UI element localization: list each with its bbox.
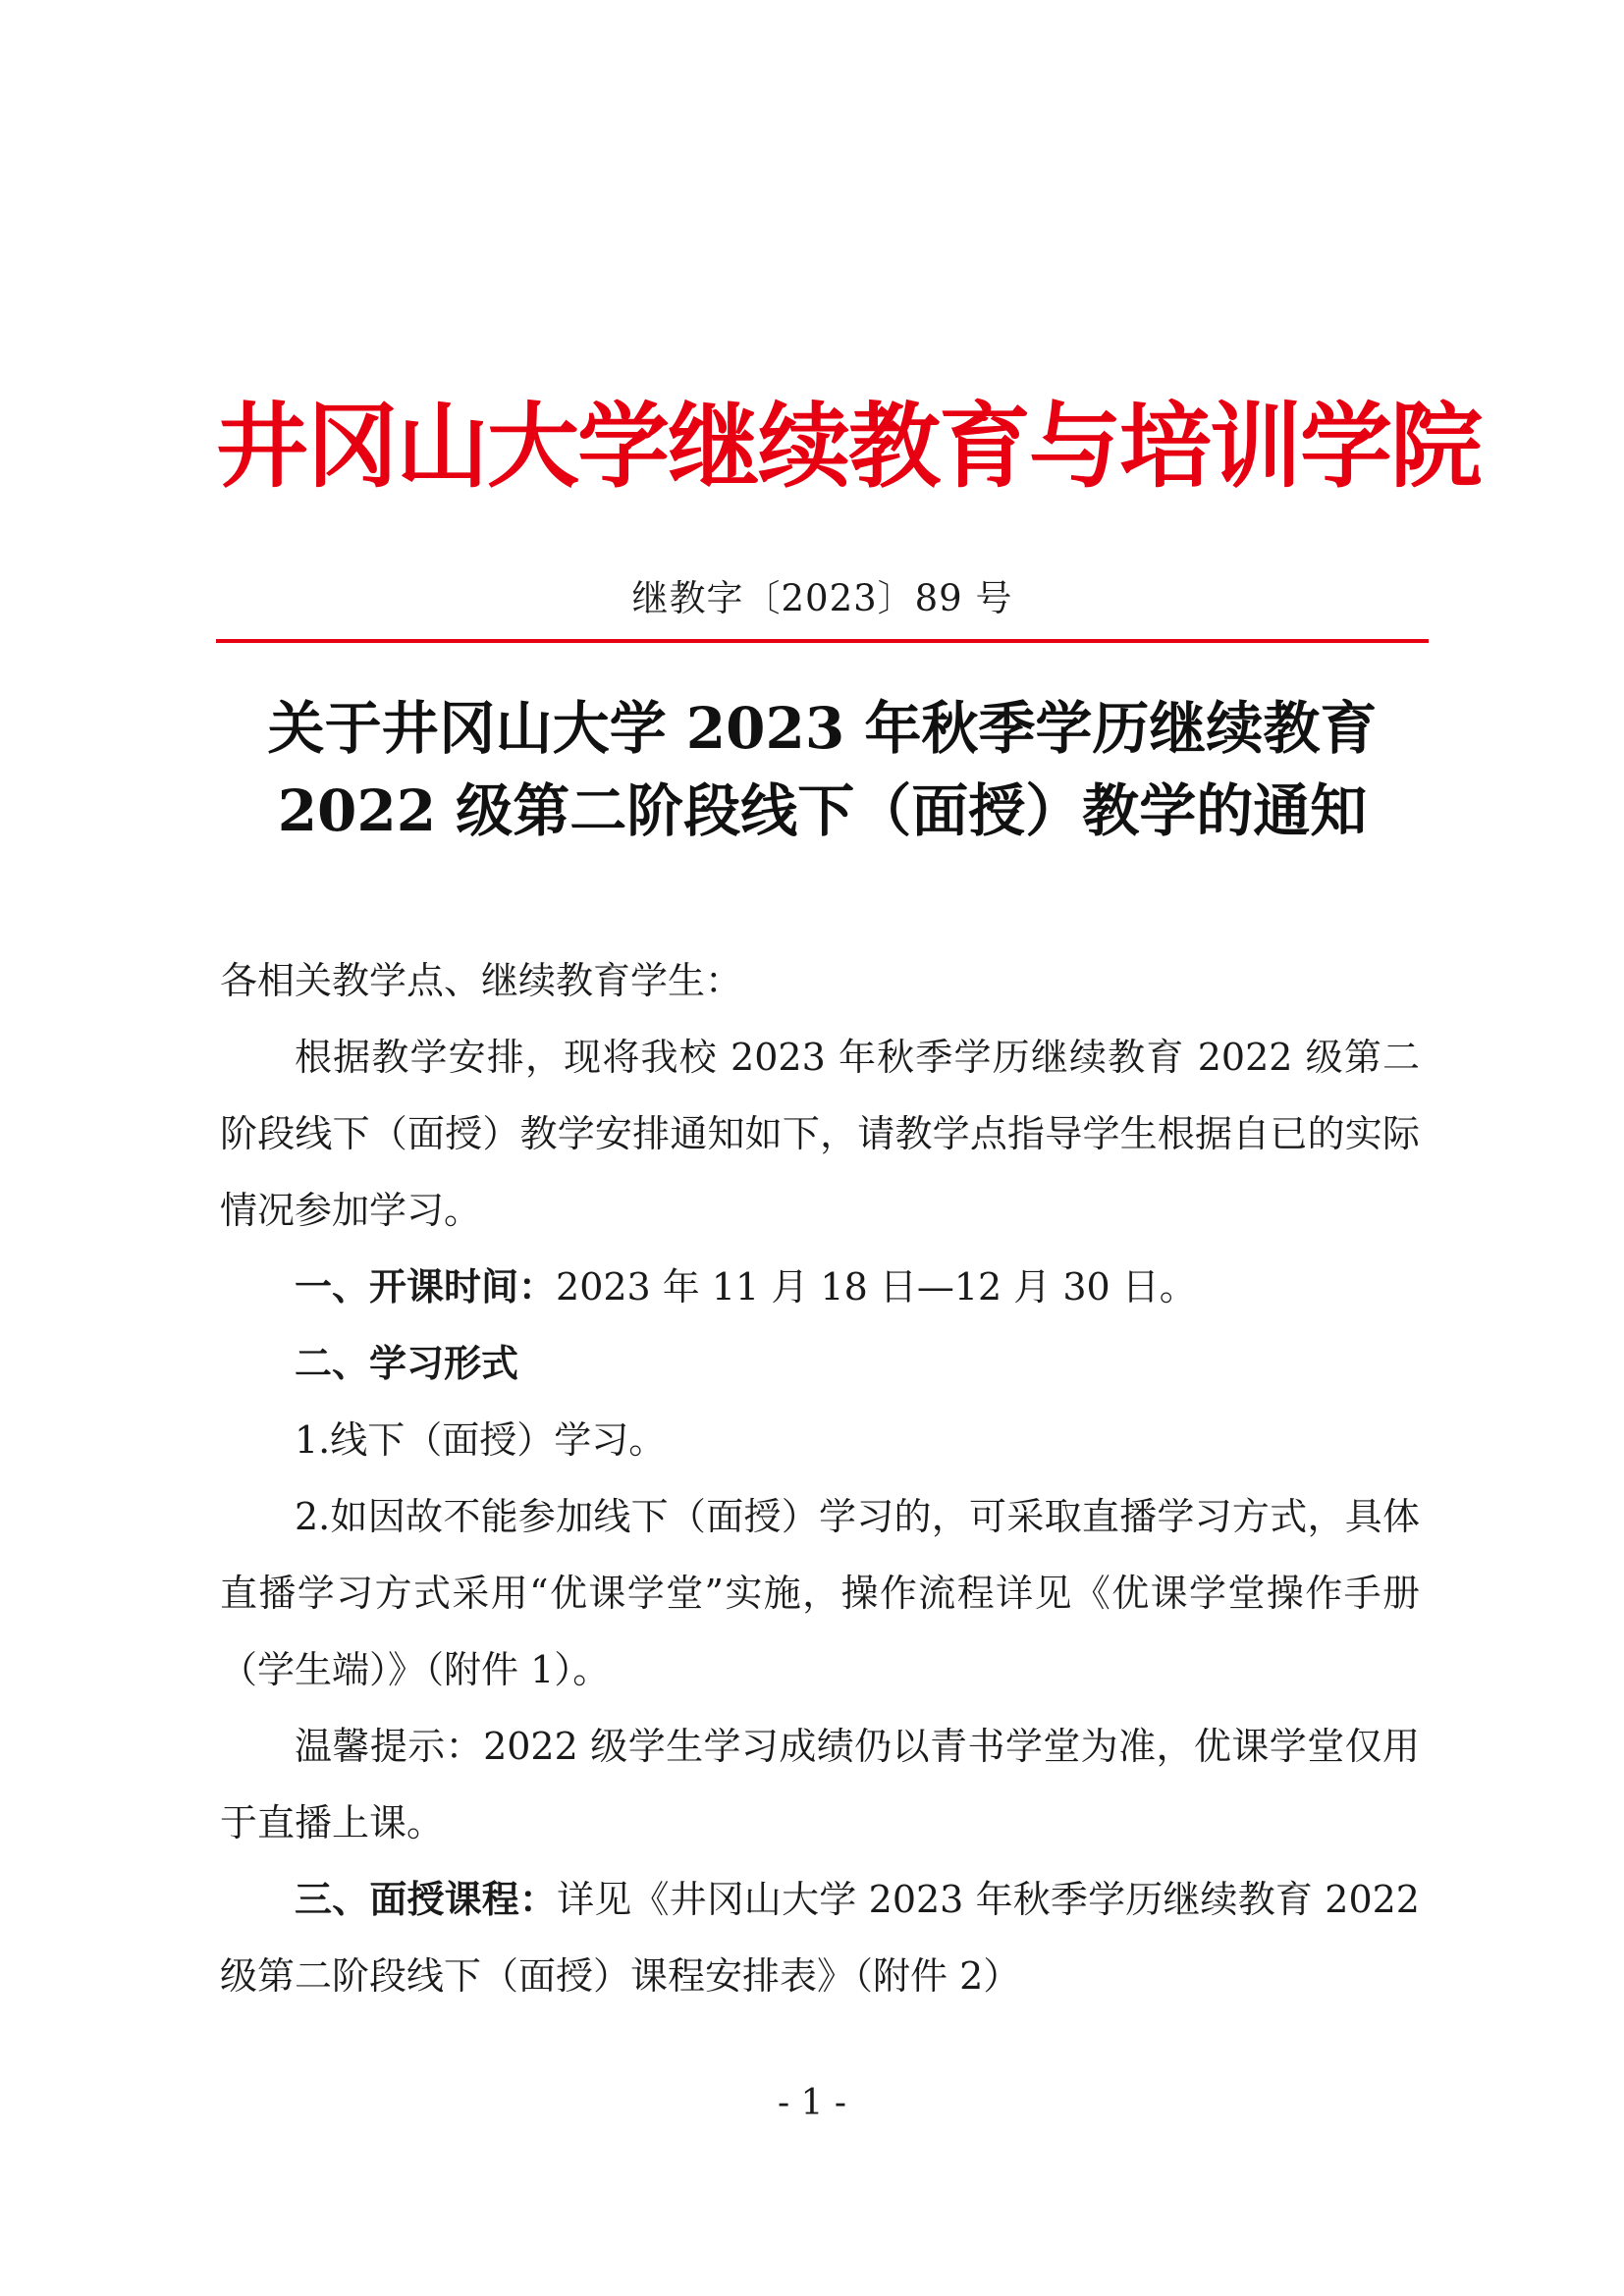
section-heading-study-format: 二、学习形式 [295, 1342, 519, 1385]
notice-body [220, 942, 1420, 2014]
header-divider [216, 639, 1429, 643]
section-heading-class-time: 一、开课时间： [295, 1265, 557, 1308]
notice-title [216, 687, 1429, 852]
page-number: - 1 - [777, 2083, 847, 2123]
study-format-tip: 温馨提示：2022 级学生学习成绩仍以青书学堂为准，优课学堂仅用于直播上课。 [220, 1725, 1420, 1844]
section-class-time [220, 1249, 1420, 1325]
salutation: 各相关教学点、继续教育学生： [220, 959, 743, 1002]
study-format-item-1: 1.线下（面授）学习。 [295, 1418, 667, 1462]
notice-title-line-1: 关于井冈山大学 2023 年秋季学历继续教育 [267, 695, 1378, 762]
notice-title-line-2: 2022 级第二阶段线下（面授）教学的通知 [277, 777, 1368, 844]
section-heading-courses: 三、面授课程： [295, 1878, 558, 1921]
intro-paragraph: 根据教学安排，现将我校 2023 年秋季学历继续教育 2022 级第二阶段线下（面授）教学安排通知如下，请教学点指导学生根据自已的实际情况参加学习。 [220, 1036, 1420, 1232]
section-text-class-time: 2023 年 11 月 18 日—12 月 30 日。 [556, 1265, 1197, 1308]
section-text-courses: 详见《井冈山大学 2023 年秋季学历继续教育 2022 级第二阶段线下（面授）课程安排表》（附件 2） [220, 1878, 1420, 1998]
study-format-item-2: 2.如因故不能参加线下（面授）学习的，可采取直播学习方式，具体直播学习方式采用“优课学堂”实施，操作流程详见《优课学堂操作手册（学生端）》（附件 1）。 [220, 1495, 1420, 1691]
document-number: 继教字〔2023〕89 号 [631, 577, 1013, 619]
section-courses [220, 1861, 1420, 2014]
agency-header: 井冈山大学继续教育与培训学院 [216, 393, 1482, 501]
